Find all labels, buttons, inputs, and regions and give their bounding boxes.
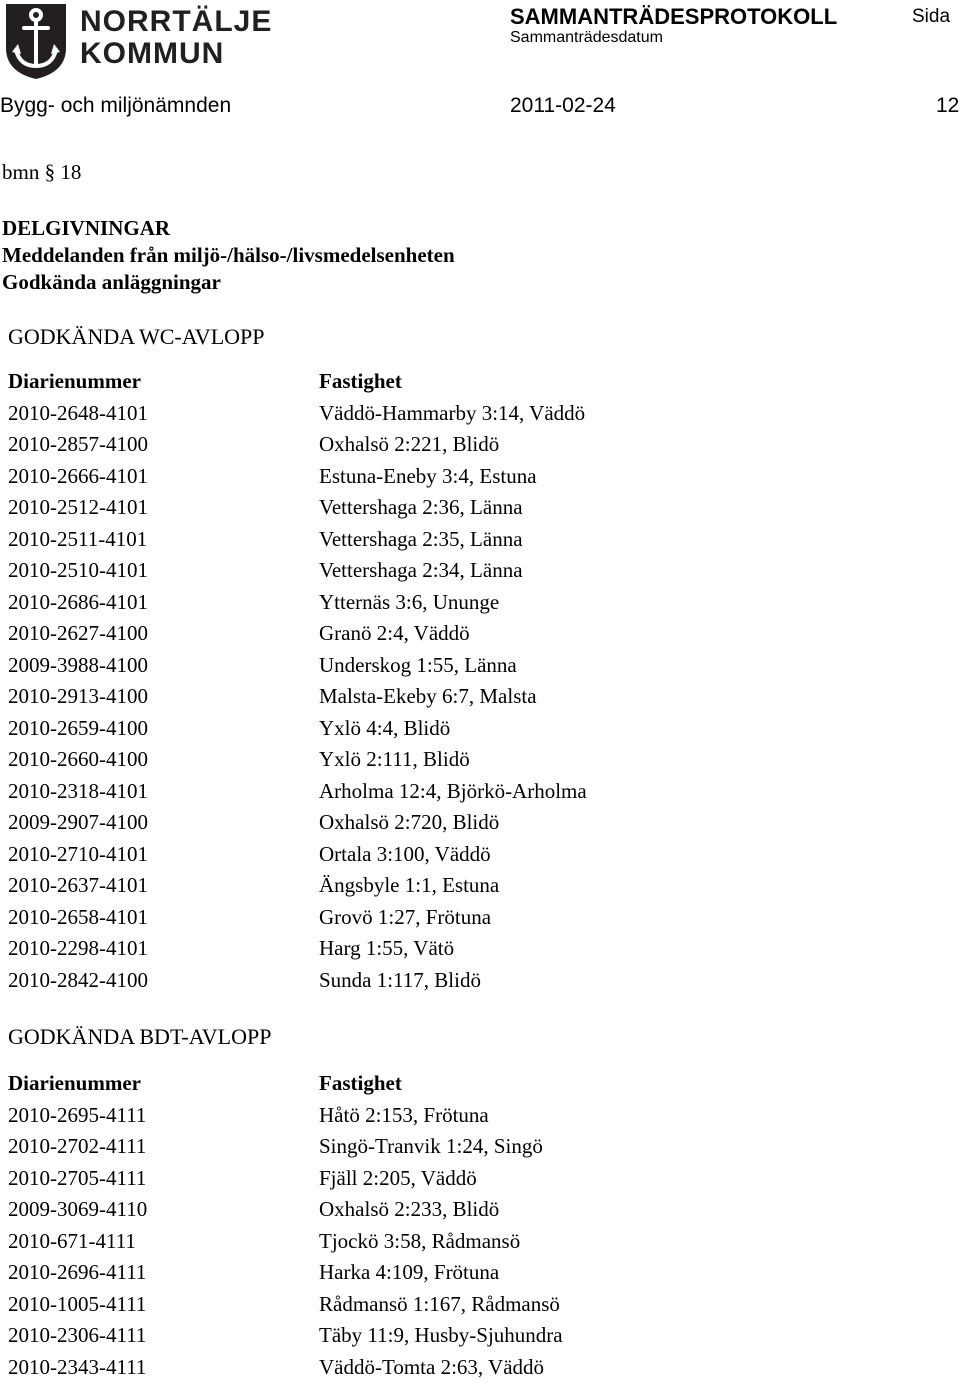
property-name: Håtö 2:153, Frötuna [319,1100,489,1132]
property-name: Vettershaga 2:36, Länna [319,492,523,524]
property-name: Tjockö 3:58, Rådmansö [319,1226,520,1258]
property-name: Väddö-Hammarby 3:14, Väddö [319,398,585,430]
property-name: Vettershaga 2:35, Länna [319,524,523,556]
property-name: Grovö 1:27, Frötuna [319,902,491,934]
case-number: 2010-1005-4111 [8,1289,146,1321]
column-header-fastighet: Fastighet [319,1068,402,1100]
case-number: 2010-2659-4100 [8,713,148,745]
property-name: Singö-Tranvik 1:24, Singö [319,1131,543,1163]
logo-line-1: NORRTÄLJE [80,6,272,38]
case-number: 2010-2637-4101 [8,870,148,902]
case-number: 2010-2857-4100 [8,429,148,461]
case-number: 2010-671-4111 [8,1226,136,1258]
property-name: Yxlö 4:4, Blidö [319,713,450,745]
column-header-diarienummer: Diarienummer [8,1068,141,1100]
meeting-date: 2011-02-24 [510,94,616,118]
case-number: 2010-2512-4101 [8,492,148,524]
page-number: 12 [936,94,959,118]
case-number: 2010-2343-4111 [8,1352,146,1383]
property-name: Oxhalsö 2:221, Blidö [319,429,499,461]
case-number: 2010-2913-4100 [8,681,148,713]
property-name: Granö 2:4, Väddö [319,618,470,650]
bdt-section-title: GODKÄNDA BDT-AVLOPP [8,1024,271,1050]
case-number: 2010-2511-4101 [8,524,147,556]
case-number: 2010-2702-4111 [8,1131,146,1163]
property-name: Harka 4:109, Frötuna [319,1257,499,1289]
case-number: 2010-2696-4111 [8,1257,146,1289]
property-name: Malsta-Ekeby 6:7, Malsta [319,681,537,713]
case-number: 2010-2660-4100 [8,744,148,776]
case-number: 2010-2705-4111 [8,1163,146,1195]
property-name: Vettershaga 2:34, Länna [319,555,523,587]
case-number: 2010-2658-4101 [8,902,148,934]
logo-line-2: KOMMUN [80,38,272,70]
paragraph-number: bmn § 18 [2,160,81,185]
property-name: Sunda 1:117, Blidö [319,965,481,997]
property-name: Täby 11:9, Husby-Sjuhundra [319,1320,563,1352]
case-number: 2010-2648-4101 [8,398,148,430]
property-name: Väddö-Tomta 2:63, Väddö [319,1352,544,1383]
property-name: Harg 1:55, Vätö [319,933,454,965]
committee-name: Bygg- och miljönämnden [0,94,231,118]
heading-line-3: Godkända anläggningar [2,269,455,296]
property-name: Underskog 1:55, Länna [319,650,517,682]
case-number: 2010-2842-4100 [8,965,148,997]
case-number: 2010-2306-4111 [8,1320,146,1352]
case-number: 2010-2298-4101 [8,933,148,965]
property-name: Ortala 3:100, Väddö [319,839,491,871]
case-number: 2009-3988-4100 [8,650,148,682]
case-number: 2010-2710-4101 [8,839,148,871]
logo-wordmark [80,6,272,70]
document-type: SAMMANTRÄDESPROTOKOLL [510,4,837,30]
municipality-logo [0,0,210,82]
heading-line-2: Meddelanden från miljö-/hälso-/livsmedelsenheten [2,242,455,269]
column-header-fastighet: Fastighet [319,366,402,398]
property-name: Fjäll 2:205, Väddö [319,1163,477,1195]
case-number: 2009-2907-4100 [8,807,148,839]
property-name: Oxhalsö 2:720, Blidö [319,807,499,839]
property-name: Estuna-Eneby 3:4, Estuna [319,461,537,493]
property-name: Rådmansö 1:167, Rådmansö [319,1289,560,1321]
case-number: 2010-2510-4101 [8,555,148,587]
case-number: 2010-2627-4100 [8,618,148,650]
case-number: 2010-2695-4111 [8,1100,146,1132]
case-number: 2009-3069-4110 [8,1194,147,1226]
section-heading [2,215,455,296]
property-name: Yxlö 2:111, Blidö [319,744,470,776]
case-number: 2010-2318-4101 [8,776,148,808]
case-number: 2010-2686-4101 [8,587,148,619]
property-name: Ytternäs 3:6, Ununge [319,587,499,619]
property-name: Oxhalsö 2:233, Blidö [319,1194,499,1226]
document-date-label: Sammanträdesdatum [510,29,663,47]
anchor-crest-icon [4,2,68,80]
property-name: Ängsbyle 1:1, Estuna [319,870,499,902]
page-label: Sida [912,6,950,28]
property-name: Arholma 12:4, Björkö-Arholma [319,776,587,808]
column-header-diarienummer: Diarienummer [8,366,141,398]
wc-section-title: GODKÄNDA WC-AVLOPP [8,324,265,350]
heading-line-1: DELGIVNINGAR [2,215,455,242]
case-number: 2010-2666-4101 [8,461,148,493]
